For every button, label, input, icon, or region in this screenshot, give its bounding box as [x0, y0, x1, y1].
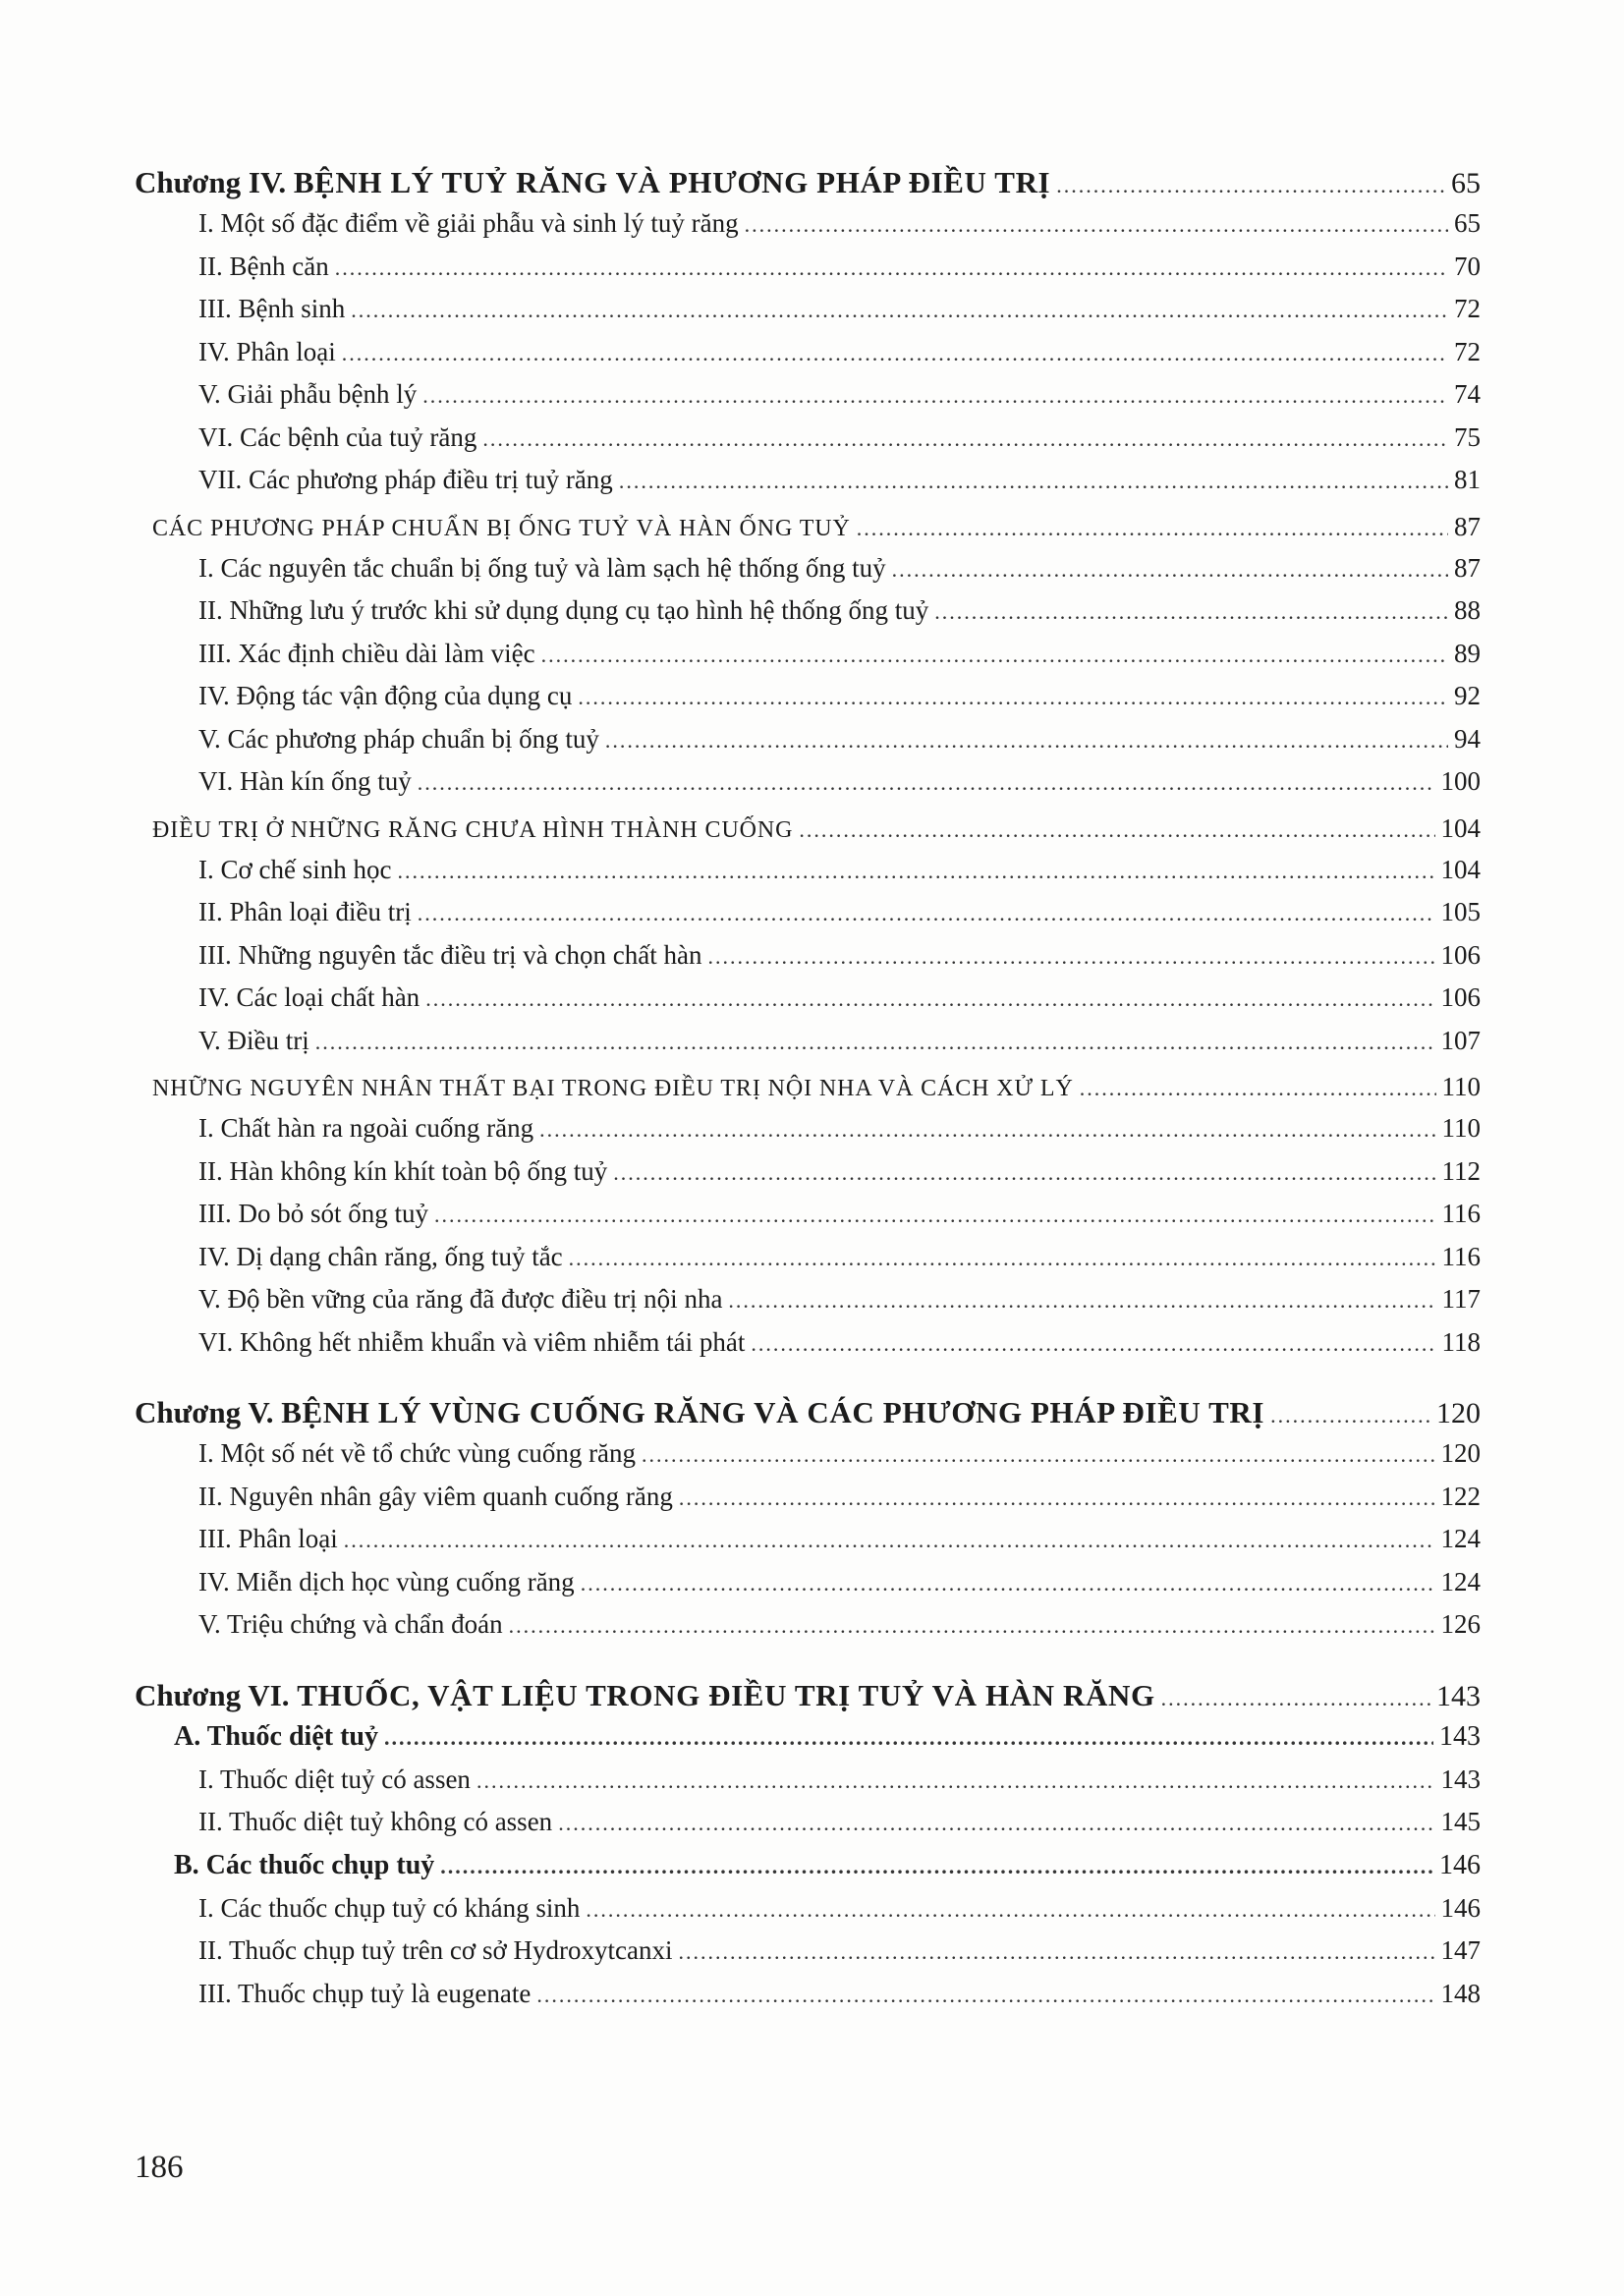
leader-dots [799, 817, 1434, 847]
item-label: IV. Miễn dịch học vùng cuống răng [198, 1566, 575, 1596]
leader-dots [581, 1571, 1435, 1600]
item-label: V. Điều trị [198, 1025, 309, 1055]
toc-item [135, 1524, 1481, 1567]
item-label: II. Nguyên nhân gây viêm quanh cuống răng [198, 1481, 673, 1511]
chapter-title [135, 165, 1050, 200]
leader-dots [342, 341, 1448, 370]
page-ref: 145 [1440, 1807, 1481, 1836]
toc-item [135, 1482, 1481, 1525]
page-ref: 65 [1451, 167, 1481, 199]
toc-item [135, 1979, 1481, 2022]
toc-item [135, 1026, 1481, 1069]
page-ref: 143 [1439, 1720, 1481, 1752]
leader-dots [440, 1854, 1433, 1883]
toc-item [135, 294, 1481, 337]
leader-dots [482, 426, 1448, 456]
toc-item [135, 1438, 1481, 1482]
page-ref: 126 [1440, 1609, 1481, 1639]
leader-dots [335, 255, 1448, 285]
toc-item [135, 208, 1481, 252]
page-ref: 100 [1440, 766, 1481, 796]
section-title: NHỮNG NGUYÊN NHÂN THẤT BẠI TRONG ĐIỀU TRỊ NỘI NHA VÀ CÁCH XỬ LÝ [152, 1076, 1074, 1101]
page-ref: 104 [1440, 854, 1481, 884]
leader-dots [678, 1939, 1434, 1969]
page-ref: 104 [1440, 812, 1481, 843]
toc-chapter-5 [135, 1395, 1481, 1438]
toc-item [135, 1893, 1481, 1936]
subheading-label: B. Các thuốc chụp tuỷ [174, 1849, 435, 1880]
toc-item [135, 766, 1481, 810]
toc-item [135, 1609, 1481, 1652]
leader-dots [315, 1030, 1435, 1059]
toc-item [135, 1567, 1481, 1610]
page-ref: 70 [1454, 251, 1481, 281]
item-label: III. Do bỏ sót ống tuỷ [198, 1199, 428, 1228]
page-ref: 120 [1436, 1397, 1481, 1429]
leader-dots [425, 986, 1434, 1016]
toc-section [135, 813, 1481, 855]
item-label: IV. Phân loại [198, 336, 336, 366]
page-ref: 106 [1440, 939, 1481, 970]
item-label: II. Thuốc chụp tuỷ trên cơ sở Hydroxytcanxi [198, 1935, 673, 1965]
toc-item [135, 1113, 1481, 1156]
chapter-prefix: Chương VI. [135, 1677, 290, 1712]
page-ref: 148 [1440, 1978, 1481, 2008]
page-ref: 87 [1454, 552, 1481, 583]
page-ref: 117 [1441, 1284, 1481, 1314]
item-label: III. Những nguyên tắc điều trị và chọn chất hàn [198, 939, 702, 970]
toc-section [135, 512, 1481, 553]
chapter-title [135, 1395, 1264, 1430]
leader-dots [384, 1725, 1433, 1755]
page-ref: 122 [1440, 1481, 1481, 1511]
item-label: I. Các nguyên tắc chuẩn bị ống tuỷ và làm sạch hệ thống ống tuỷ [198, 552, 886, 583]
subheading-label: A. Thuốc diệt tuỷ [174, 1720, 378, 1752]
leader-dots [476, 1768, 1435, 1798]
toc-item [135, 1242, 1481, 1285]
leader-dots [418, 901, 1435, 930]
toc-item [135, 681, 1481, 724]
item-label: VII. Các phương pháp điều trị tuỷ răng [198, 465, 613, 494]
leader-dots [539, 1117, 1435, 1147]
page-ref: 72 [1454, 336, 1481, 366]
leader-dots [1056, 173, 1445, 202]
page-ref: 106 [1440, 982, 1481, 1012]
leader-dots [642, 1442, 1434, 1472]
page-ref: 143 [1436, 1679, 1481, 1712]
toc-item [135, 940, 1481, 983]
item-label: I. Cơ chế sinh học [198, 854, 392, 884]
leader-dots [613, 1160, 1435, 1190]
item-label: II. Bệnh căn [198, 251, 329, 281]
item-label: V. Triệu chứng và chẩn đoán [198, 1609, 503, 1639]
page-ref: 74 [1454, 379, 1481, 409]
page-ref: 72 [1454, 294, 1481, 323]
item-label: I. Chất hàn ra ngoài cuống răng [198, 1113, 534, 1143]
item-label: V. Độ bền vững của răng đã được điều trị nội nha [198, 1284, 723, 1314]
toc-item [135, 639, 1481, 682]
page-ref: 89 [1454, 638, 1481, 668]
leader-dots [1161, 1686, 1430, 1715]
chapter-heading: BỆNH LÝ VÙNG CUỐNG RĂNG VÀ CÁC PHƯƠNG PHÁP ĐIỀU TRỊ [281, 1395, 1265, 1429]
leader-dots [707, 944, 1434, 974]
toc-item [135, 1156, 1481, 1200]
page-ref: 105 [1440, 897, 1481, 926]
leader-dots [857, 516, 1448, 545]
chapter-prefix: Chương IV. [135, 165, 287, 199]
page-ref: 116 [1441, 1241, 1481, 1271]
leader-dots [751, 1331, 1435, 1361]
toc-item [135, 252, 1481, 295]
leader-dots [578, 685, 1448, 714]
toc-item [135, 1935, 1481, 1979]
item-label: VI. Hàn kín ống tuỷ [198, 766, 412, 796]
item-label: I. Thuốc diệt tuỷ có assen [198, 1764, 471, 1794]
item-label: I. Các thuốc chụp tuỷ có kháng sinh [198, 1892, 581, 1923]
page-number: 186 [135, 2150, 184, 2185]
page-ref: 118 [1441, 1326, 1481, 1357]
item-label: IV. Động tác vận động của dụng cụ [198, 681, 573, 710]
toc-chapter-4 [135, 165, 1481, 208]
toc-item [135, 553, 1481, 596]
toc-subheading [135, 1721, 1481, 1764]
leader-dots [586, 1897, 1434, 1927]
toc-item [135, 897, 1481, 940]
page-ref: 124 [1440, 1566, 1481, 1596]
leader-dots [351, 298, 1448, 327]
page-ref: 94 [1454, 723, 1481, 754]
leader-dots [558, 1811, 1434, 1840]
item-label: II. Phân loại điều trị [198, 897, 412, 926]
leader-dots [509, 1613, 1435, 1643]
leader-dots [434, 1203, 1436, 1232]
page-ref: 88 [1454, 595, 1481, 625]
section-title: CÁC PHƯƠNG PHÁP CHUẨN BỊ ỐNG TUỶ VÀ HÀN ỐNG TUỶ [152, 515, 851, 541]
item-label: VI. Không hết nhiễm khuẩn và viêm nhiễm tái phát [198, 1326, 746, 1357]
leader-dots [679, 1485, 1435, 1515]
leader-dots [536, 1983, 1434, 2012]
page-ref: 65 [1454, 208, 1481, 238]
toc-item [135, 422, 1481, 466]
page-ref: 110 [1441, 1072, 1481, 1101]
leader-dots [892, 557, 1448, 587]
toc-item [135, 724, 1481, 767]
chapter-prefix: Chương V. [135, 1395, 274, 1429]
table-of-contents [135, 165, 1481, 2021]
toc-chapter-6 [135, 1678, 1481, 1721]
toc-item [135, 595, 1481, 639]
leader-dots [1270, 1403, 1430, 1432]
page-ref: 112 [1441, 1155, 1481, 1186]
item-label: I. Một số đặc điểm về giải phẫu và sinh lý tuỷ răng [198, 208, 739, 238]
section-title: ĐIỀU TRỊ Ở NHỮNG RĂNG CHƯA HÌNH THÀNH CUỐNG [152, 816, 794, 843]
page-ref: 146 [1440, 1892, 1481, 1923]
chapter-title [135, 1678, 1155, 1713]
page-ref: 92 [1454, 681, 1481, 710]
item-label: IV. Các loại chất hàn [198, 982, 420, 1012]
item-label: V. Giải phẫu bệnh lý [198, 379, 418, 409]
item-label: III. Bệnh sinh [198, 294, 346, 323]
leader-dots [745, 212, 1448, 242]
toc-section [135, 1072, 1481, 1113]
item-label: I. Một số nét về tổ chức vùng cuống răng [198, 1438, 637, 1468]
toc-item [135, 855, 1481, 898]
page-ref: 147 [1440, 1935, 1481, 1965]
item-label: II. Những lưu ý trước khi sử dụng dụng cụ tạo hình hệ thống ống tuỷ [198, 595, 929, 625]
page-ref: 107 [1440, 1025, 1481, 1055]
item-label: III. Phân loại [198, 1524, 338, 1553]
toc-item [135, 1807, 1481, 1850]
item-label: II. Hàn không kín khít toàn bộ ống tuỷ [198, 1155, 608, 1186]
item-label: III. Xác định chiều dài làm việc [198, 638, 535, 668]
item-label: IV. Dị dạng chân răng, ống tuỷ tắc [198, 1241, 563, 1271]
page-ref: 110 [1441, 1113, 1481, 1143]
toc-item [135, 337, 1481, 380]
page-ref: 87 [1454, 511, 1481, 541]
page-ref: 143 [1440, 1764, 1481, 1794]
leader-dots [398, 859, 1435, 888]
item-label: V. Các phương pháp chuẩn bị ống tuỷ [198, 723, 599, 754]
toc-item [135, 982, 1481, 1026]
leader-dots [605, 728, 1448, 757]
page-ref: 81 [1454, 465, 1481, 494]
toc-item [135, 1327, 1481, 1371]
page-ref: 146 [1439, 1849, 1481, 1880]
toc-item [135, 1764, 1481, 1808]
page-ref: 75 [1454, 421, 1481, 452]
toc-item [135, 465, 1481, 508]
leader-dots [1080, 1076, 1436, 1105]
leader-dots [541, 643, 1448, 672]
leader-dots [422, 383, 1448, 413]
toc-item [135, 1284, 1481, 1327]
item-label: III. Thuốc chụp tuỷ là eugenate [198, 1978, 532, 2008]
chapter-heading: BỆNH LÝ TUỶ RĂNG VÀ PHƯƠNG PHÁP ĐIỀU TRỊ [293, 165, 1051, 199]
leader-dots [418, 770, 1435, 800]
leader-dots [728, 1288, 1435, 1317]
leader-dots [344, 1528, 1435, 1557]
toc-item [135, 1199, 1481, 1242]
leader-dots [569, 1246, 1436, 1275]
page-ref: 124 [1440, 1524, 1481, 1553]
leader-dots [619, 469, 1448, 498]
item-label: VI. Các bệnh của tuỷ răng [198, 421, 477, 452]
toc-subheading [135, 1850, 1481, 1893]
leader-dots [934, 599, 1448, 629]
page-ref: 120 [1440, 1438, 1481, 1468]
item-label: II. Thuốc diệt tuỷ không có assen [198, 1807, 553, 1836]
toc-item [135, 379, 1481, 422]
page-ref: 116 [1441, 1199, 1481, 1228]
chapter-heading: THUỐC, VẬT LIỆU TRONG ĐIỀU TRỊ TUỶ VÀ HÀN RĂNG [297, 1677, 1155, 1712]
